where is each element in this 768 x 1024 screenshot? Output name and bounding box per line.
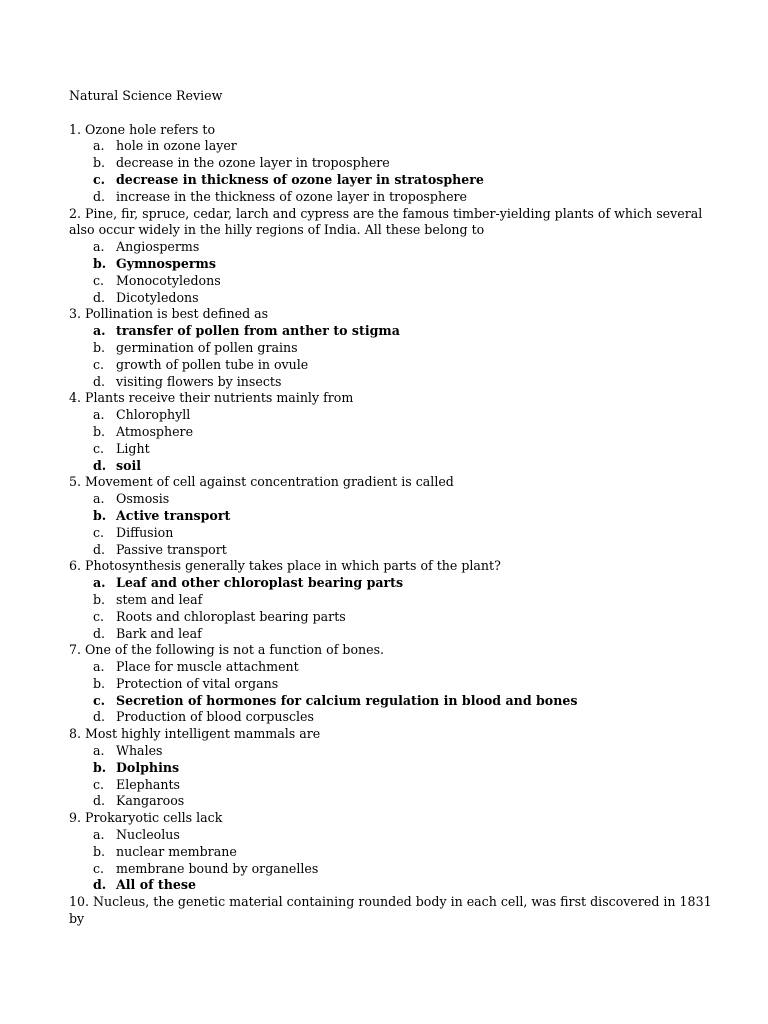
option-text: Place for muscle attachment [116, 659, 299, 675]
option-letter: c. [93, 356, 105, 372]
answer-option [69, 592, 719, 609]
option-text: Protection of vital organs [116, 675, 279, 691]
question-text: 2. Pine, fir, spruce, cedar, larch and cypress are the famous timber-yielding plants of which several also occur widely in the hilly regions of India. All these belong to [69, 205, 703, 238]
option-letter: d. [93, 625, 106, 641]
option-list [69, 575, 719, 642]
answer-option [69, 626, 719, 643]
question-1 [69, 122, 719, 206]
answer-option [69, 609, 719, 626]
option-text: soil [116, 457, 142, 473]
option-letter: a. [93, 491, 105, 507]
answer-option [69, 542, 719, 559]
option-text: Monocotyledons [116, 272, 221, 288]
option-letter: d. [93, 709, 106, 725]
option-text: Secretion of hormones for calcium regulation in blood and bones [116, 692, 578, 708]
option-text: Passive transport [116, 541, 227, 557]
option-letter: b. [93, 423, 106, 439]
option-text: Leaf and other chloroplast bearing parts [116, 575, 404, 591]
option-letter: c. [93, 524, 105, 540]
option-text: hole in ozone layer [116, 138, 237, 154]
question-6 [69, 558, 719, 642]
option-text: Light [116, 440, 150, 456]
question-text: 4. Plants receive their nutrients mainly from [69, 390, 354, 406]
option-text: Nucleolus [116, 827, 180, 843]
answer-option [69, 793, 719, 810]
option-letter: d. [93, 877, 107, 893]
option-letter: c. [93, 692, 106, 708]
option-text: germination of pollen grains [116, 339, 298, 355]
answer-option-correct [69, 693, 719, 710]
answer-option [69, 743, 719, 760]
option-text: Elephants [116, 776, 180, 792]
option-text: Gymnosperms [116, 255, 216, 271]
question-text: 10. Nucleus, the genetic material containing rounded body in each cell, was first discovered in 1831 by [69, 894, 712, 927]
option-letter: d. [93, 541, 106, 557]
option-letter: b. [93, 155, 106, 171]
answer-option-correct [69, 172, 719, 189]
option-letter: d. [93, 289, 106, 305]
option-text: growth of pollen tube in ovule [116, 356, 309, 372]
title-spacer [69, 105, 719, 122]
option-letter: d. [93, 793, 106, 809]
option-letter: a. [93, 659, 105, 675]
answer-option-correct [69, 323, 719, 340]
answer-option [69, 676, 719, 693]
answer-option-correct [69, 877, 719, 894]
answer-option [69, 374, 719, 391]
option-letter: c. [93, 272, 105, 288]
option-text: Whales [116, 743, 163, 759]
answer-option [69, 844, 719, 861]
option-letter: c. [93, 171, 106, 187]
option-text: Chlorophyll [116, 407, 191, 423]
answer-option [69, 138, 719, 155]
option-letter: a. [93, 407, 105, 423]
option-text: Atmosphere [116, 423, 194, 439]
question-3 [69, 306, 719, 390]
document-page [69, 88, 719, 928]
answer-option [69, 273, 719, 290]
question-4 [69, 390, 719, 474]
question-text: 9. Prokaryotic cells lack [69, 810, 223, 826]
answer-option [69, 709, 719, 726]
option-letter: b. [93, 759, 107, 775]
option-letter: d. [93, 188, 106, 204]
answer-option-correct [69, 256, 719, 273]
answer-option [69, 189, 719, 206]
option-text: Bark and leaf [116, 625, 202, 641]
answer-option [69, 441, 719, 458]
option-text: Active transport [116, 507, 231, 523]
answer-option-correct [69, 508, 719, 525]
option-list [69, 138, 719, 205]
answer-option [69, 407, 719, 424]
option-text: Production of blood corpuscles [116, 709, 314, 725]
option-text: nuclear membrane [116, 843, 237, 859]
option-letter: a. [93, 575, 106, 591]
page-title: Natural Science Review [69, 88, 223, 103]
question-text: 3. Pollination is best defined as [69, 306, 269, 322]
answer-option [69, 525, 719, 542]
question-list [69, 122, 719, 928]
option-text: Roots and chloroplast bearing parts [116, 608, 346, 624]
answer-option [69, 659, 719, 676]
option-list [69, 491, 719, 558]
question-text: 8. Most highly intelligent mammals are [69, 726, 321, 742]
option-letter: a. [93, 323, 106, 339]
option-letter: a. [93, 827, 105, 843]
option-letter: d. [93, 373, 106, 389]
answer-option [69, 827, 719, 844]
answer-option [69, 239, 719, 256]
answer-option [69, 340, 719, 357]
answer-option [69, 491, 719, 508]
answer-option [69, 155, 719, 172]
answer-option [69, 424, 719, 441]
answer-option-correct [69, 458, 719, 475]
option-text: decrease in thickness of ozone layer in stratosphere [116, 171, 484, 187]
option-letter: c. [93, 860, 105, 876]
option-letter: a. [93, 138, 105, 154]
option-letter: b. [93, 591, 106, 607]
option-letter: b. [93, 507, 107, 523]
option-list [69, 407, 719, 474]
answer-option-correct [69, 575, 719, 592]
option-text: Osmosis [116, 491, 170, 507]
option-text: Dolphins [116, 759, 180, 775]
question-8 [69, 726, 719, 810]
option-text: Angiosperms [116, 239, 200, 255]
answer-option [69, 290, 719, 307]
option-text: increase in the thickness of ozone layer in troposphere [116, 188, 467, 204]
option-letter: a. [93, 743, 105, 759]
option-letter: c. [93, 776, 105, 792]
answer-option [69, 357, 719, 374]
answer-option [69, 861, 719, 878]
question-5 [69, 474, 719, 558]
question-7 [69, 642, 719, 726]
option-list [69, 827, 719, 894]
question-text: 1. Ozone hole refers to [69, 121, 216, 137]
question-text: 7. One of the following is not a function of bones. [69, 642, 385, 658]
option-text: All of these [116, 877, 197, 893]
option-text: transfer of pollen from anther to stigma [116, 323, 400, 339]
option-text: Diffusion [116, 524, 174, 540]
option-letter: c. [93, 440, 105, 456]
option-letter: b. [93, 339, 106, 355]
option-letter: a. [93, 239, 105, 255]
answer-option-correct [69, 760, 719, 777]
option-letter: d. [93, 457, 107, 473]
option-text: Kangaroos [116, 793, 185, 809]
option-list [69, 743, 719, 810]
question-text: 5. Movement of cell against concentration gradient is called [69, 474, 454, 490]
option-list [69, 659, 719, 726]
option-text: decrease in the ozone layer in troposphere [116, 155, 390, 171]
option-text: visiting flowers by insects [116, 373, 282, 389]
answer-option [69, 777, 719, 794]
option-letter: b. [93, 843, 106, 859]
question-9 [69, 810, 719, 894]
option-list [69, 323, 719, 390]
option-text: Dicotyledons [116, 289, 199, 305]
question-10 [69, 894, 719, 928]
option-text: membrane bound by organelles [116, 860, 319, 876]
question-text: 6. Photosynthesis generally takes place in which parts of the plant? [69, 558, 501, 574]
question-2 [69, 206, 719, 307]
option-letter: c. [93, 608, 105, 624]
option-text: stem and leaf [116, 591, 203, 607]
option-letter: b. [93, 675, 106, 691]
option-letter: b. [93, 255, 107, 271]
option-list [69, 239, 719, 306]
